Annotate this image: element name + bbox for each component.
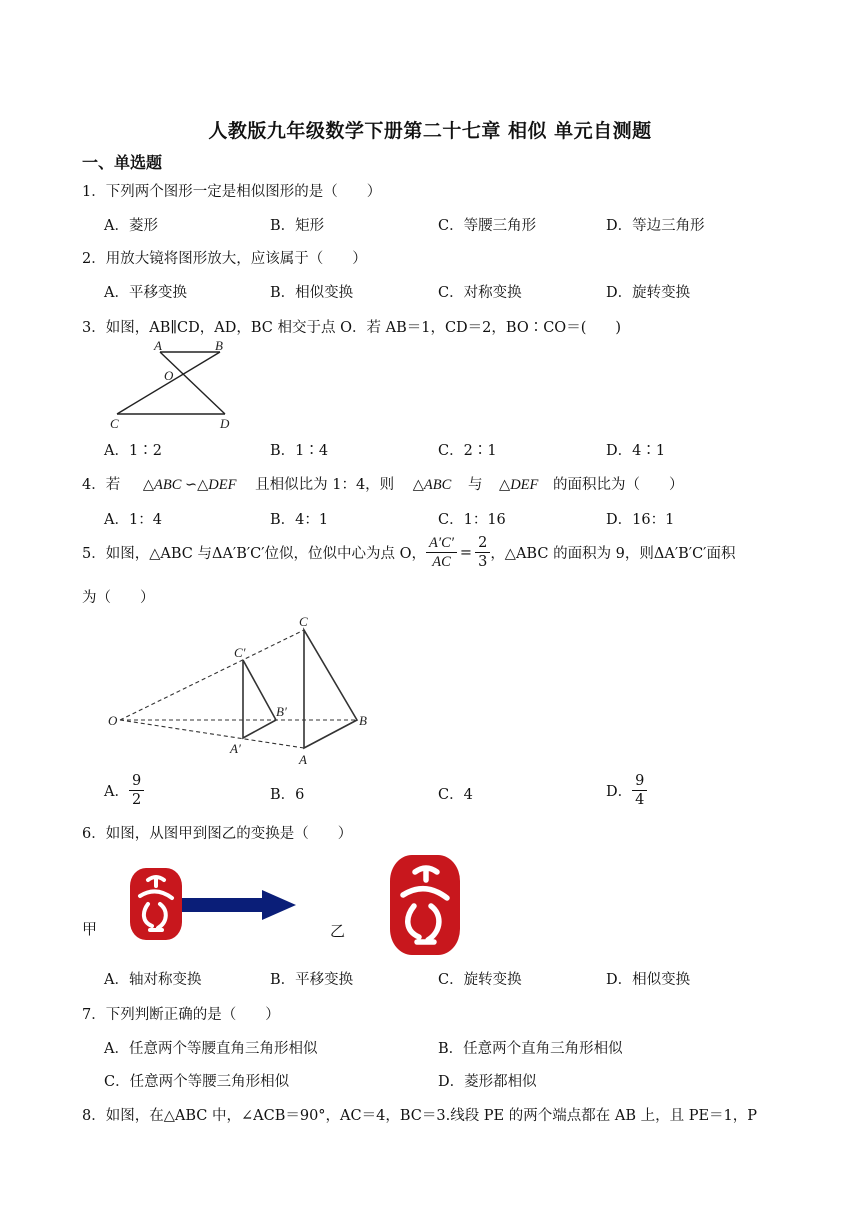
q5-option-a-prefix: A． <box>104 784 129 800</box>
q7-option-d: D．菱形都相似 <box>438 1074 537 1090</box>
q1-option-b: B．矩形 <box>270 218 325 234</box>
question-6-stem: 6．如图，从图甲到图乙的变换是（ ） <box>82 826 353 842</box>
q6-small-seal-icon <box>130 868 182 940</box>
question-8-stem: 8．如图，在△ABC 中，∠ACB＝90°，AC＝4，BC＝3.线段 PE 的两个端点都在 AB 上，且 PE＝1，P <box>82 1108 758 1124</box>
q6-arrow-head <box>262 890 296 920</box>
q5-stem-part-1: 5．如图，△ABC 与ΔA′B′C′位似，位似中心为点 O， <box>82 546 427 562</box>
q4-triangle-def: △DEF <box>499 477 539 493</box>
q5-label-a-prime: A′ <box>230 741 241 756</box>
q4-and: 与 <box>467 477 483 493</box>
question-3-stem: 3．如图，AB∥CD，AD，BC 相交于点 O．若 AB＝1，CD＝2，BO∶CO＝( ) <box>82 320 622 336</box>
q5-label-c: C <box>299 614 308 629</box>
q5-label-a: A <box>299 752 307 767</box>
q5-option-d-prefix: D． <box>606 784 633 800</box>
q7-option-a: A．任意两个等腰直角三角形相似 <box>104 1041 318 1057</box>
q5-option-d-denominator: 4 <box>635 792 645 808</box>
q3-option-a: A．1∶2 <box>104 443 162 459</box>
q5-value-numerator: 2 <box>475 534 490 553</box>
q3-label-o: O <box>164 368 174 383</box>
q5-option-d-numerator: 9 <box>632 772 647 791</box>
q3-option-d: D．4∶1 <box>606 443 666 459</box>
q3-label-b: B <box>215 338 223 353</box>
q3-label-d: D <box>220 416 230 431</box>
q3-label-c: C <box>110 416 119 431</box>
page-title: 人教版九年级数学下册第二十七章 相似 单元自测题 <box>208 120 652 142</box>
q5-fraction-denominator: AC <box>432 554 451 570</box>
q4-option-b: B．4：1 <box>270 512 329 528</box>
q2-option-c: C．对称变换 <box>438 285 522 301</box>
q6-label-jia: 甲 <box>82 920 98 938</box>
q5-option-a-denominator: 2 <box>131 792 142 808</box>
q5-option-b: B．6 <box>270 787 305 803</box>
q6-arrow-shaft <box>182 898 264 912</box>
q5-value-denominator: 3 <box>478 554 488 570</box>
q5-fraction-numerator: A′C′ <box>426 534 457 553</box>
q5-label-o: O <box>108 713 118 728</box>
q6-large-seal-icon <box>390 855 460 955</box>
q2-option-d: D．旋转变换 <box>606 285 691 301</box>
q5-option-c: C．4 <box>438 787 473 803</box>
q4-similarity-statement: △ABC ∽△DEF <box>142 477 237 493</box>
q5-equals-sign: = <box>459 544 473 561</box>
question-7-stem: 7．下列判断正确的是（ ） <box>82 1007 280 1023</box>
q4-suffix: 的面积比为（ ） <box>553 477 684 493</box>
q1-option-c: C．等腰三角形 <box>438 218 537 234</box>
q4-triangle-abc: △ABC <box>412 477 452 493</box>
q5-stem-continuation: 为（ ） <box>82 590 155 606</box>
q5-label-b-prime: B′ <box>276 704 287 719</box>
q6-option-a: A．轴对称变换 <box>104 972 202 988</box>
question-1-stem: 1．下列两个图形一定是相似图形的是（ ） <box>82 184 382 200</box>
q7-option-b: B．任意两个直角三角形相似 <box>438 1041 623 1057</box>
q4-prefix: 4．若 <box>82 477 121 493</box>
q6-label-yi: 乙 <box>330 922 346 940</box>
q3-option-b: B．1∶4 <box>270 443 329 459</box>
section-heading: 一、单选题 <box>82 153 163 172</box>
q6-arrow-icon <box>182 890 296 920</box>
q1-option-d: D．等边三角形 <box>606 218 705 234</box>
q4-option-c: C．1：16 <box>438 512 506 528</box>
q2-option-b: B．相似变换 <box>270 285 354 301</box>
q4-option-a: A．1：4 <box>104 512 162 528</box>
q5-option-a-numerator: 9 <box>129 772 144 791</box>
q7-option-c: C．任意两个等腰三角形相似 <box>104 1074 290 1090</box>
q6-option-d: D．相似变换 <box>606 972 691 988</box>
question-2-stem: 2．用放大镜将图形放大，应该属于（ ） <box>82 251 367 267</box>
q3-option-c: C．2∶1 <box>438 443 497 459</box>
q1-option-a: A．菱形 <box>104 218 158 234</box>
q4-option-d: D．16：1 <box>606 512 675 528</box>
q5-label-b: B <box>359 713 367 728</box>
q5-stem-part-2: ，△ABC 的面积为 9，则ΔA′B′C′面积 <box>490 546 736 562</box>
q4-ratio-text: 且相似比为 1：4，则 <box>255 477 395 493</box>
q5-label-c-prime: C′ <box>234 645 246 660</box>
q6-option-c: C．旋转变换 <box>438 972 522 988</box>
q3-label-a: A <box>154 338 162 353</box>
q6-option-b: B．平移变换 <box>270 972 354 988</box>
q2-option-a: A．平移变换 <box>104 285 187 301</box>
